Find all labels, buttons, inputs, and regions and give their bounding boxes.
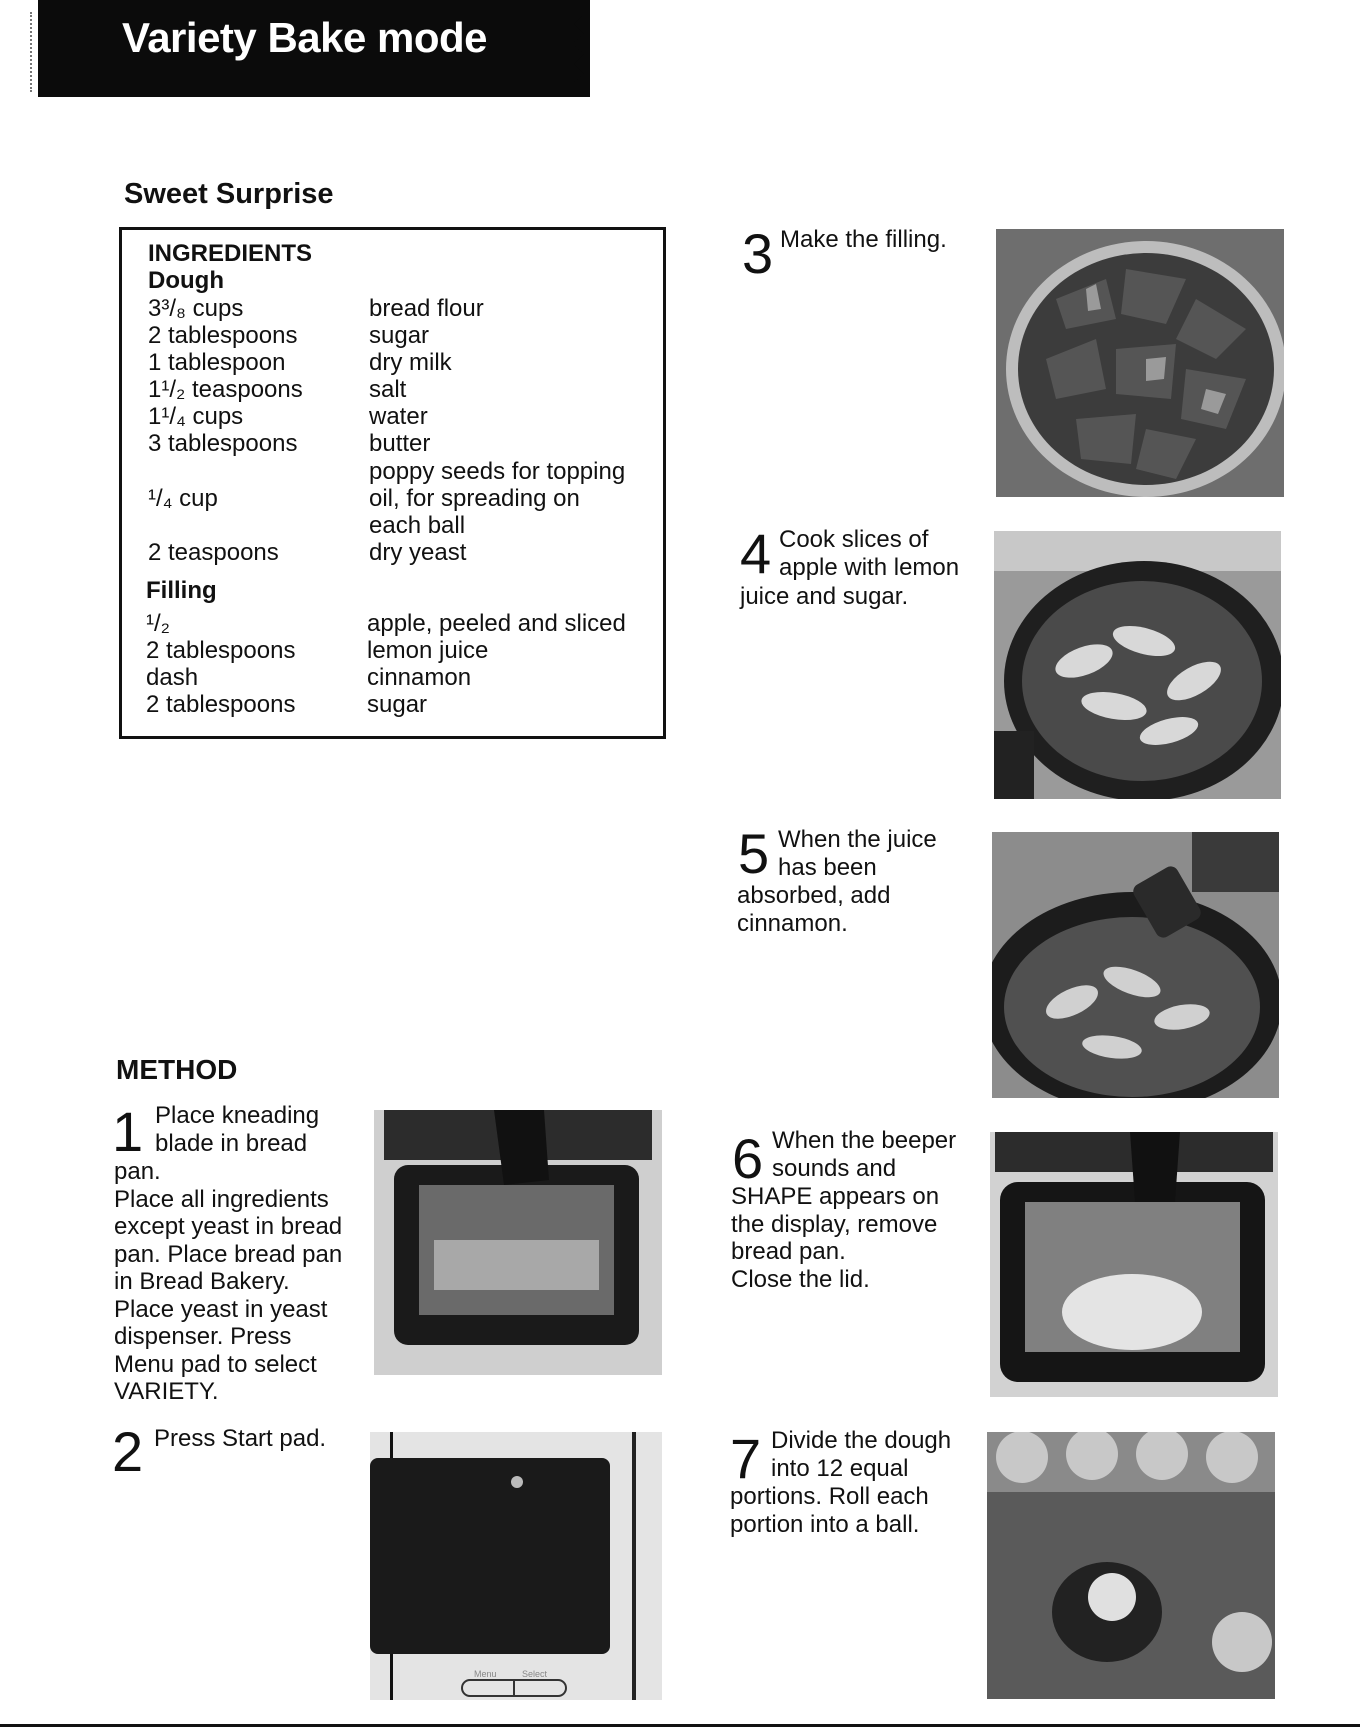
step-text-line: into 12 equal <box>771 1455 909 1482</box>
dough-qty: 2 tablespoons <box>148 322 298 349</box>
step-number: 4 <box>740 522 772 585</box>
filling-qty: ¹/₂ <box>146 610 170 637</box>
step-text-body: absorbed, add cinnamon. <box>737 882 891 937</box>
dough-item: water <box>369 403 428 430</box>
dough-item: butter <box>369 430 431 457</box>
filling-qty: dash <box>146 664 199 691</box>
dough-heading: Dough <box>148 267 224 294</box>
step-number: 5 <box>738 822 770 885</box>
step-text-line: When the beeper <box>772 1127 957 1154</box>
step-number: 6 <box>732 1127 764 1190</box>
step-text-line: blade in bread <box>155 1130 308 1157</box>
filling-item: apple, peeled and sliced <box>367 610 626 637</box>
dough-qty: ¹/₄ cup <box>148 485 218 512</box>
step-text-line: sounds and <box>772 1155 897 1182</box>
select-label: Select <box>522 1669 548 1679</box>
step-text-line: Divide the dough <box>771 1427 952 1454</box>
dough-qty: 1¹/₂ teaspoons <box>148 376 303 403</box>
bread-pan-photo <box>374 1110 662 1375</box>
cinnamon-pan-photo <box>992 832 1279 1098</box>
dough-qty: 1 tablespoon <box>148 349 286 376</box>
filling-item: sugar <box>367 691 428 718</box>
dough-item: dry yeast <box>369 539 467 566</box>
step-number: 2 <box>112 1420 144 1483</box>
step-text-body: portions. Roll each portion into a ball. <box>730 1483 929 1538</box>
apple-pan-photo <box>994 531 1281 799</box>
step-number: 3 <box>742 222 774 285</box>
filling-heading: Filling <box>146 577 217 604</box>
step-number: 7 <box>730 1427 762 1490</box>
step-text-line: has been <box>778 854 877 881</box>
dough-item: sugar <box>369 322 430 349</box>
dough-in-pan-photo <box>990 1132 1278 1397</box>
apple-slices-bowl-photo <box>996 229 1284 497</box>
banner-notch <box>560 0 600 97</box>
filling-item: cinnamon <box>367 664 472 691</box>
dough-item: oil, for spreading on <box>369 485 580 512</box>
menu-label: Menu <box>474 1669 497 1679</box>
dough-qty: 2 teaspoons <box>148 539 279 566</box>
method-heading: METHOD <box>116 1054 238 1085</box>
step-text-body: juice and sugar. <box>740 583 909 610</box>
dough-qty: 1¹/₄ cups <box>148 403 244 430</box>
dough-item: bread flour <box>369 295 484 322</box>
dough-item: poppy seeds for topping <box>369 458 626 485</box>
dough-item: dry milk <box>369 349 452 376</box>
control-panel-photo <box>370 1432 662 1700</box>
dough-item: salt <box>369 376 407 403</box>
step-text-line: When the juice <box>778 826 937 853</box>
step-text-line: Press Start pad. <box>154 1425 327 1452</box>
step-text-body: SHAPE appears on the display, remove bread pan. Close the lid. <box>731 1183 940 1293</box>
dough-balls-photo <box>987 1432 1275 1699</box>
filling-qty: 2 tablespoons <box>146 637 296 664</box>
step-text-line: Make the filling. <box>780 226 947 253</box>
margin-ticks <box>30 12 36 92</box>
dough-item: each ball <box>369 512 466 539</box>
ingredients-heading: INGREDIENTS <box>148 240 313 267</box>
dough-qty: 3³/₈ cups <box>148 295 244 322</box>
filling-item: lemon juice <box>367 637 489 664</box>
step-text-body: pan. Place all ingredients except yeast in bread pan. Place bread pan in Bread Bakery. Place yeast in yeast dispenser. Press Menu pad to select VARIETY. <box>114 1158 343 1405</box>
filling-qty: 2 tablespoons <box>146 691 296 718</box>
step-text-line: Cook slices of <box>779 526 929 553</box>
step-text-line: Place kneading <box>155 1102 320 1129</box>
bottom-rule <box>0 1724 1360 1727</box>
dough-qty: 3 tablespoons <box>148 430 298 457</box>
recipe-title: Sweet Surprise <box>124 178 334 210</box>
page-title: Variety Bake mode <box>122 14 488 61</box>
step-number: 1 <box>112 1100 144 1163</box>
step-text-line: apple with lemon <box>779 554 960 581</box>
